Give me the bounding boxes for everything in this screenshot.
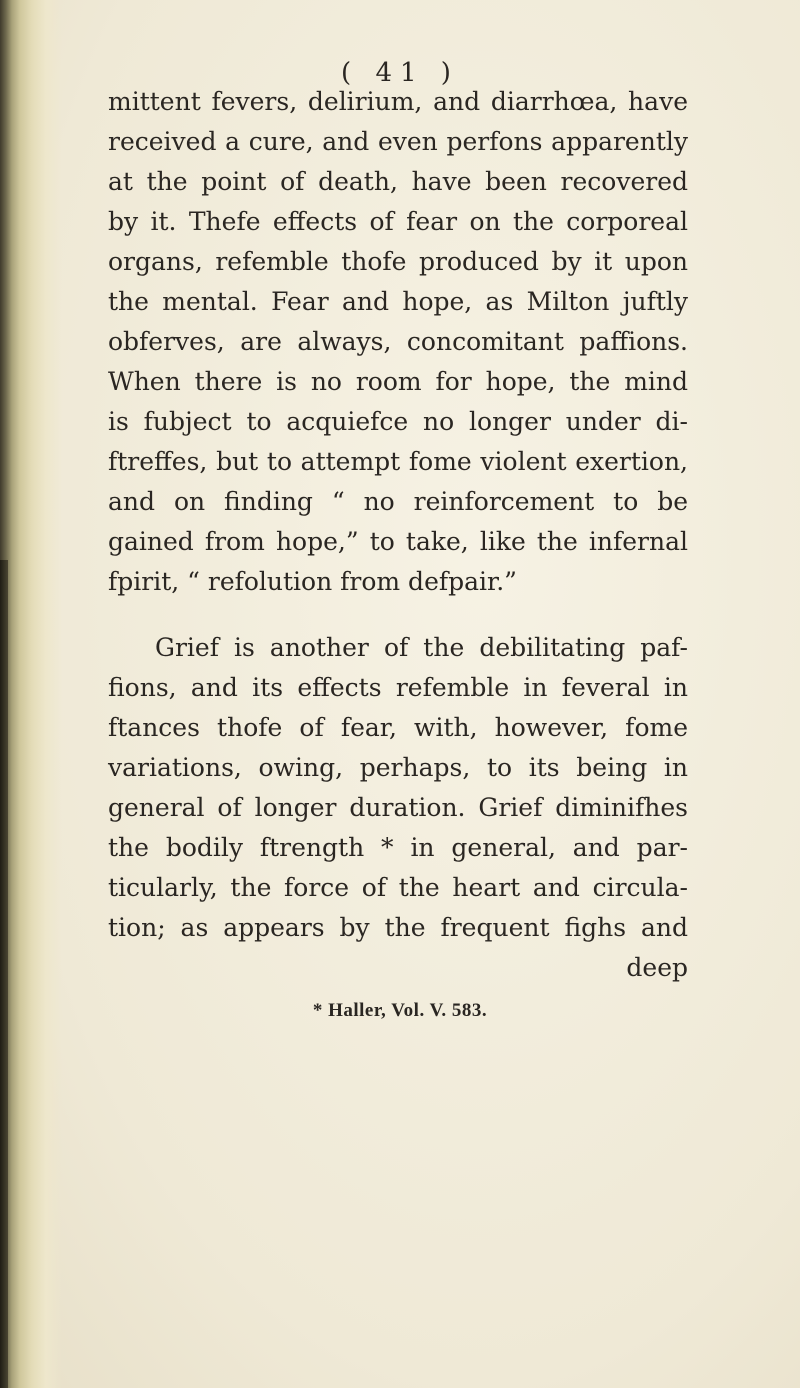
text-line: general of longer duration. Grief diminifhes [108, 793, 688, 822]
text-line: the mental. Fear and hope, as Milton juftly [108, 287, 688, 316]
catchword: deep [626, 953, 688, 982]
text-line: by it. Thefe effects of fear on the corporeal [108, 207, 688, 236]
text-line: ticularly, the force of the heart and circula- [108, 873, 688, 902]
paragraph-start-line: Grief is another of the debilitating paf- [155, 633, 688, 662]
text-line: fions, and its effects refemble in feveral in [108, 673, 688, 702]
book-binding-shadow [0, 560, 8, 1388]
page-number: ( 41 ) [341, 58, 459, 88]
text-line: organs, refemble thofe produced by it upon [108, 247, 688, 276]
book-binding-edge [0, 0, 62, 1388]
footnote: * Haller, Vol. V. 583. [312, 1000, 488, 1021]
text-line: received a cure, and even perfons apparently [108, 127, 688, 156]
text-line: ftreffes, but to attempt fome violent exertion, [108, 447, 688, 476]
text-line: and on finding “ no reinforcement to be [108, 487, 688, 516]
text-line: gained from hope,” to take, like the infernal [108, 527, 688, 556]
text-line: When there is no room for hope, the mind [108, 367, 688, 396]
text-line: is fubject to acquiefce no longer under di- [108, 407, 688, 436]
paragraph-end-line: fpirit, “ refolution from defpair.” [108, 567, 517, 596]
text-line: mittent fevers, delirium, and diarrhœa, have [108, 87, 688, 116]
text-line: variations, owing, perhaps, to its being in [108, 753, 688, 782]
text-line: ftances thofe of fear, with, however, fome [108, 713, 688, 742]
text-line: obferves, are always, concomitant paffions. [108, 327, 688, 356]
text-line: tion; as appears by the frequent fighs and [108, 913, 688, 942]
text-line: the bodily ftrength * in general, and par- [108, 833, 688, 862]
text-line: at the point of death, have been recovered [108, 167, 688, 196]
